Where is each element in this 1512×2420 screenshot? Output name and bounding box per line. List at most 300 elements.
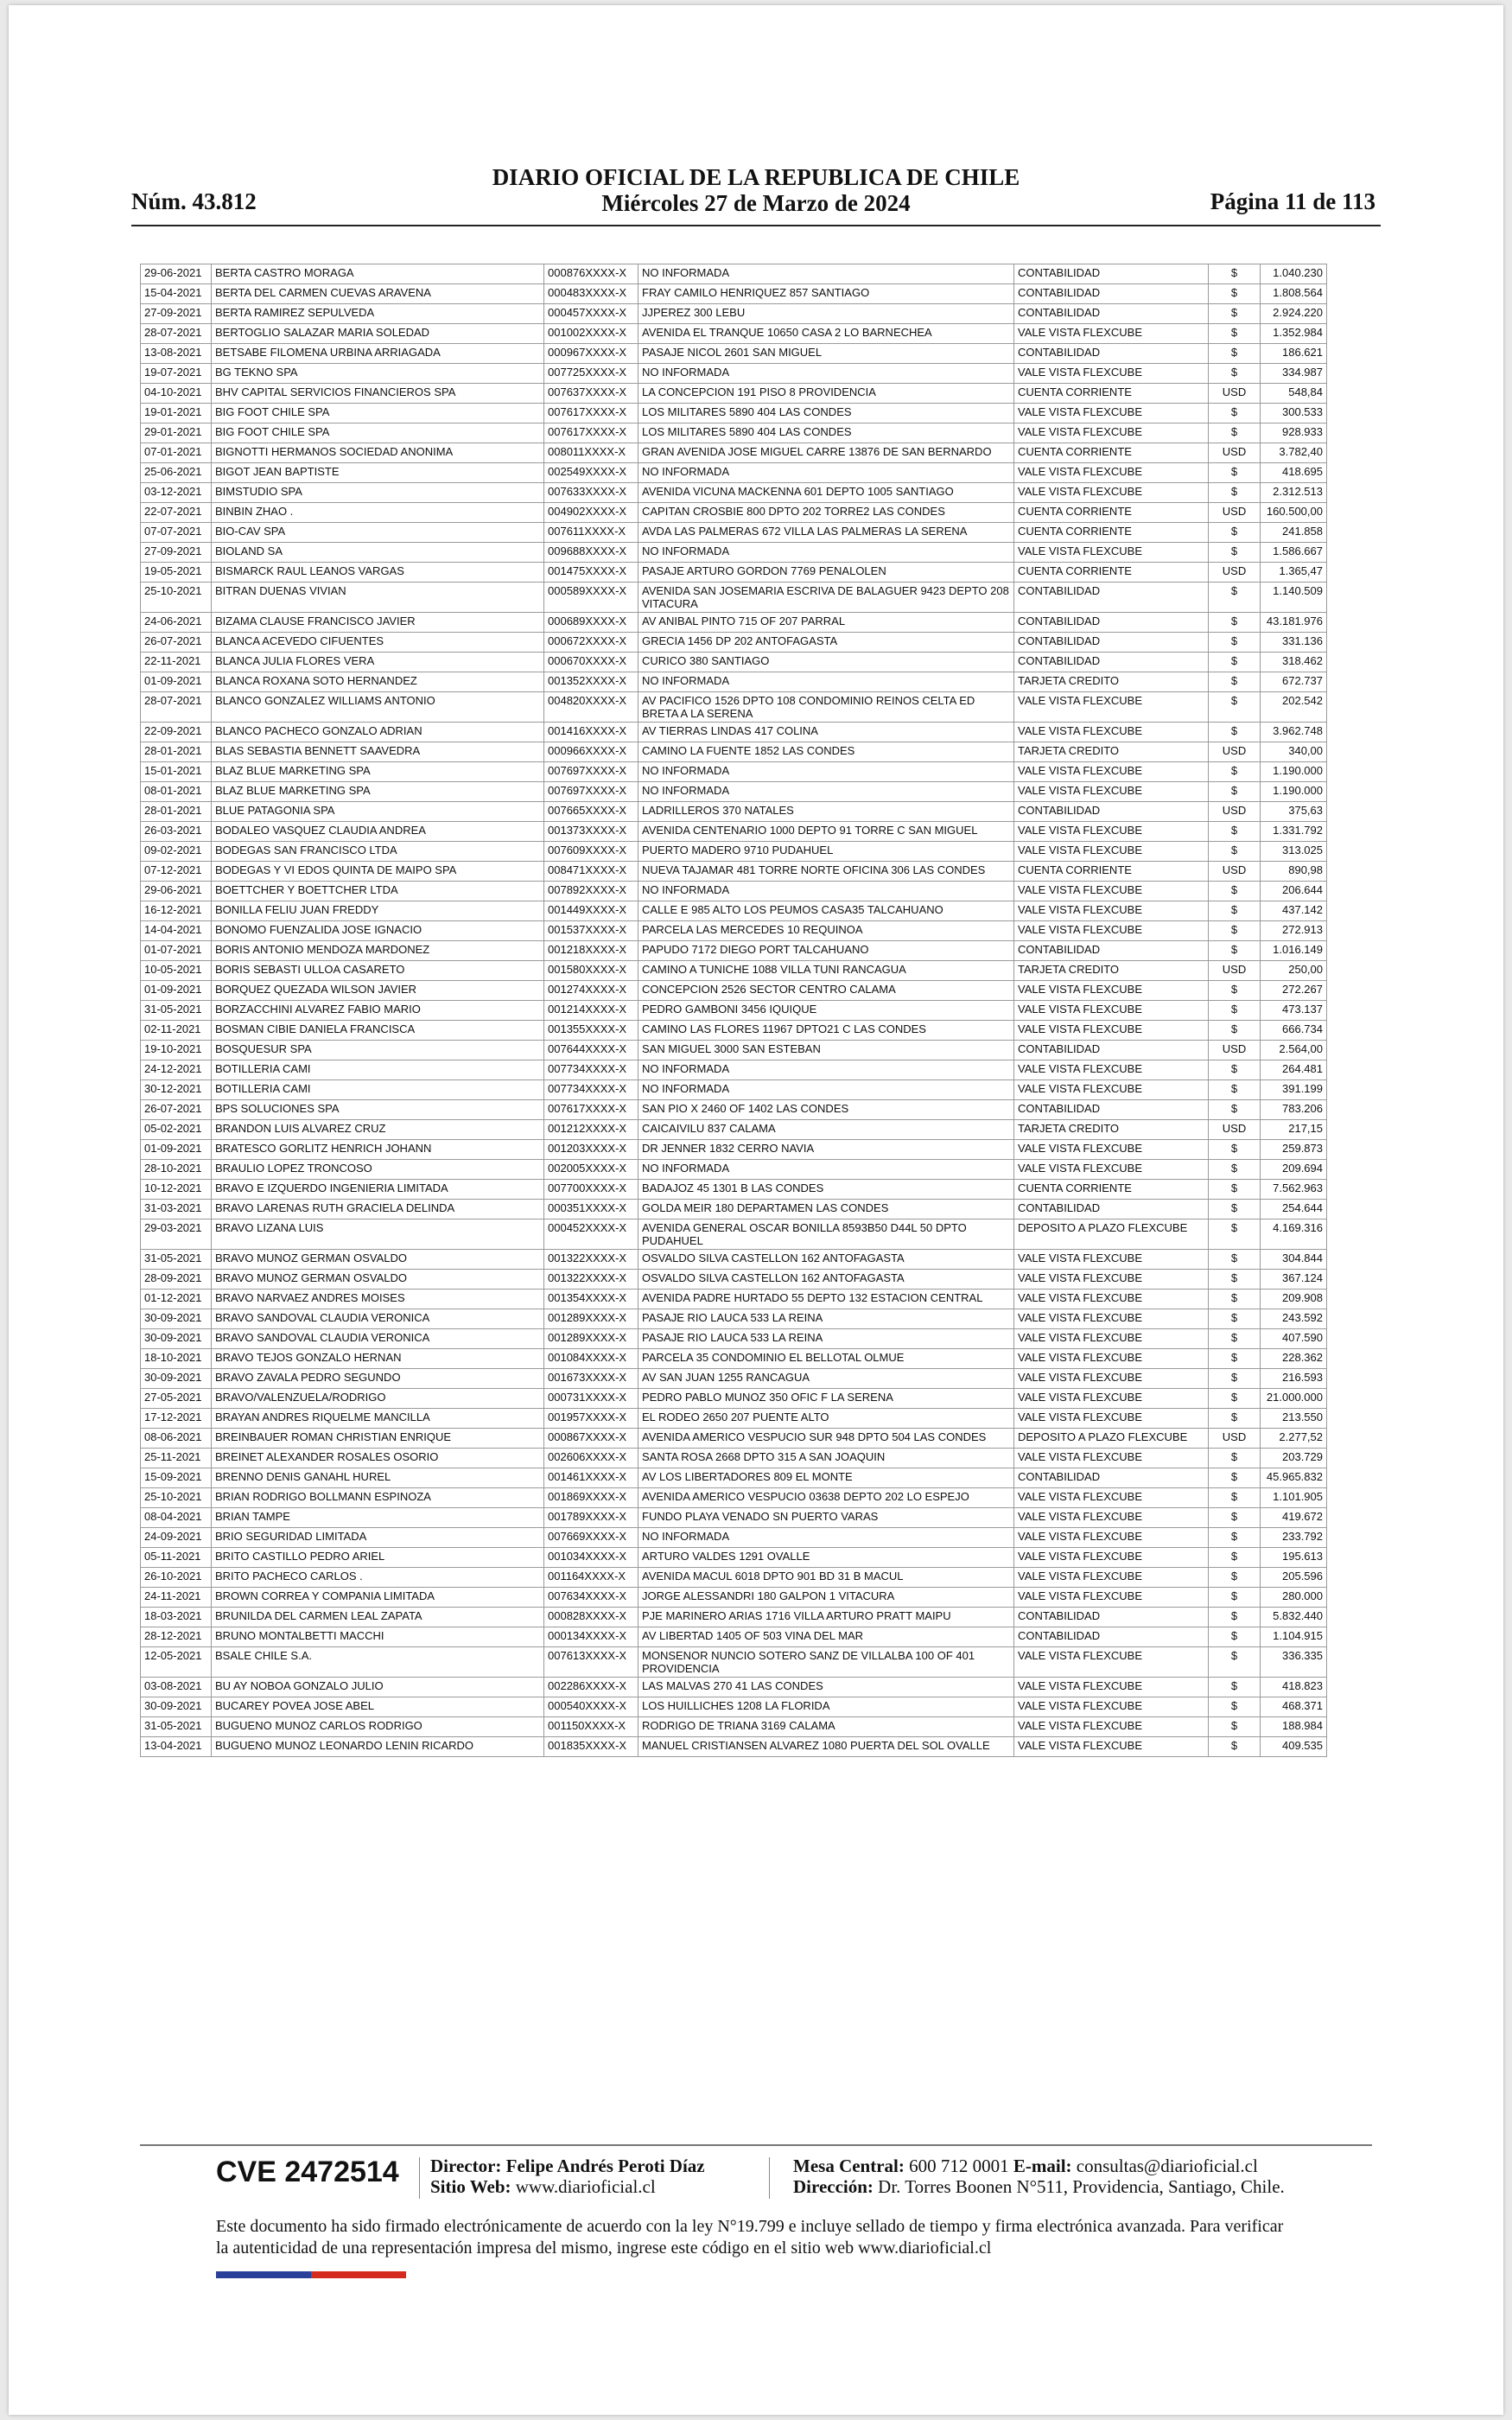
row-currency: $: [1209, 583, 1261, 613]
row-name: BRAULIO LOPEZ TRONCOSO: [212, 1160, 544, 1180]
row-amount: 216.593: [1261, 1369, 1327, 1389]
row-name: BIMSTUDIO SPA: [212, 483, 544, 503]
row-amount: 666.734: [1261, 1021, 1327, 1041]
row-currency: $: [1209, 1488, 1261, 1508]
row-address: AVENIDA MACUL 6018 DPTO 901 BD 31 B MACUL: [638, 1568, 1014, 1588]
row-name: BRUNO MONTALBETTI MACCHI: [212, 1627, 544, 1647]
table-row: [141, 1021, 1327, 1041]
row-address: PJE MARINERO ARIAS 1716 VILLA ARTURO PRATT MAIPU: [638, 1608, 1014, 1627]
row-currency: $: [1209, 901, 1261, 921]
row-name: BRATESCO GORLITZ HENRICH JOHANN: [212, 1140, 544, 1160]
address-value: Dr. Torres Boonen N°511, Providencia, Santiago, Chile.: [878, 2176, 1285, 2197]
row-address: NO INFORMADA: [638, 1060, 1014, 1080]
row-id: 001449XXXX-X: [544, 901, 638, 921]
row-date: 12-05-2021: [141, 1647, 212, 1678]
row-account-type: CUENTA CORRIENTE: [1014, 443, 1209, 463]
row-currency: $: [1209, 1409, 1261, 1429]
row-name: BRIO SEGURIDAD LIMITADA: [212, 1528, 544, 1548]
row-currency: $: [1209, 324, 1261, 344]
row-id: 009688XXXX-X: [544, 543, 638, 563]
table-row: [141, 842, 1327, 862]
row-currency: $: [1209, 613, 1261, 633]
row-account-type: TARJETA CREDITO: [1014, 672, 1209, 692]
row-address: GOLDA MEIR 180 DEPARTAMEN LAS CONDES: [638, 1200, 1014, 1220]
row-date: 25-10-2021: [141, 583, 212, 613]
row-date: 30-09-2021: [141, 1329, 212, 1349]
row-account-type: VALE VISTA FLEXCUBE: [1014, 1389, 1209, 1409]
table-row: [141, 1717, 1327, 1737]
row-amount: 548,84: [1261, 384, 1327, 404]
table-row: [141, 672, 1327, 692]
row-account-type: VALE VISTA FLEXCUBE: [1014, 1001, 1209, 1021]
row-id: 001289XXXX-X: [544, 1329, 638, 1349]
row-currency: $: [1209, 1568, 1261, 1588]
row-name: BROWN CORREA Y COMPANIA LIMITADA: [212, 1588, 544, 1608]
table-row: [141, 324, 1327, 344]
row-id: 001214XXXX-X: [544, 1001, 638, 1021]
row-currency: $: [1209, 941, 1261, 961]
row-id: 007633XXXX-X: [544, 483, 638, 503]
table-row: [141, 523, 1327, 543]
row-name: BLAZ BLUE MARKETING SPA: [212, 762, 544, 782]
table-row: [141, 344, 1327, 364]
row-address: PARCELA LAS MERCEDES 10 REQUINOA: [638, 921, 1014, 941]
row-date: 31-05-2021: [141, 1001, 212, 1021]
row-amount: 233.792: [1261, 1528, 1327, 1548]
row-id: 001322XXXX-X: [544, 1270, 638, 1290]
row-date: 24-12-2021: [141, 1060, 212, 1080]
row-currency: $: [1209, 882, 1261, 901]
row-name: BUGUENO MUNOZ LEONARDO LENIN RICARDO: [212, 1737, 544, 1757]
table-row: [141, 483, 1327, 503]
row-date: 13-08-2021: [141, 344, 212, 364]
row-address: GRAN AVENIDA JOSE MIGUEL CARRE 13876 DE SAN BERNARDO: [638, 443, 1014, 463]
publication-date: Miércoles 27 de Marzo de 2024: [601, 190, 911, 216]
row-id: 008471XXXX-X: [544, 862, 638, 882]
row-name: BERTA RAMIREZ SEPULVEDA: [212, 304, 544, 324]
row-account-type: CONTABILIDAD: [1014, 653, 1209, 672]
row-date: 27-05-2021: [141, 1389, 212, 1409]
row-address: AVENIDA SAN JOSEMARIA ESCRIVA DE BALAGUER 9423 DEPTO 208 VITACURA: [638, 583, 1014, 613]
row-id: 007613XXXX-X: [544, 1647, 638, 1678]
table-row: [141, 692, 1327, 723]
row-amount: 160.500,00: [1261, 503, 1327, 523]
table-row: [141, 1369, 1327, 1389]
table-row: [141, 1080, 1327, 1100]
table-row: [141, 1528, 1327, 1548]
row-id: 000966XXXX-X: [544, 742, 638, 762]
table-row: [141, 723, 1327, 742]
row-account-type: DEPOSITO A PLAZO FLEXCUBE: [1014, 1429, 1209, 1449]
row-address: NO INFORMADA: [638, 1160, 1014, 1180]
row-currency: $: [1209, 1389, 1261, 1409]
row-name: BONILLA FELIU JUAN FREDDY: [212, 901, 544, 921]
row-date: 18-03-2021: [141, 1608, 212, 1627]
table-row: [141, 653, 1327, 672]
row-date: 30-12-2021: [141, 1080, 212, 1100]
row-amount: 4.169.316: [1261, 1220, 1327, 1250]
row-date: 07-12-2021: [141, 862, 212, 882]
row-date: 05-02-2021: [141, 1120, 212, 1140]
table-row: [141, 1041, 1327, 1060]
table-row: [141, 443, 1327, 463]
row-address: PUERTO MADERO 9710 PUDAHUEL: [638, 842, 1014, 862]
table-row: [141, 1508, 1327, 1528]
row-amount: 409.535: [1261, 1737, 1327, 1757]
row-name: BIGOT JEAN BAPTISTE: [212, 463, 544, 483]
table-row: [141, 1200, 1327, 1220]
director-block: [430, 2156, 705, 2197]
row-address: SANTA ROSA 2668 DPTO 315 A SAN JOAQUIN: [638, 1449, 1014, 1468]
row-account-type: CONTABILIDAD: [1014, 613, 1209, 633]
row-id: 000134XXXX-X: [544, 1627, 638, 1647]
row-amount: 259.873: [1261, 1140, 1327, 1160]
table-row: [141, 1588, 1327, 1608]
row-name: BRAVO SANDOVAL CLAUDIA VERONICA: [212, 1309, 544, 1329]
row-currency: $: [1209, 1608, 1261, 1627]
row-address: AVENIDA CENTENARIO 1000 DEPTO 91 TORRE C SAN MIGUEL: [638, 822, 1014, 842]
row-id: 008011XXXX-X: [544, 443, 638, 463]
table-row: [141, 1140, 1327, 1160]
row-amount: 1.101.905: [1261, 1488, 1327, 1508]
row-name: BINBIN ZHAO .: [212, 503, 544, 523]
row-amount: 1.331.792: [1261, 822, 1327, 842]
row-address: FUNDO PLAYA VENADO SN PUERTO VARAS: [638, 1508, 1014, 1528]
row-name: BLANCA ACEVEDO CIFUENTES: [212, 633, 544, 653]
row-account-type: VALE VISTA FLEXCUBE: [1014, 1160, 1209, 1180]
table-row: [141, 1678, 1327, 1697]
row-id: 000828XXXX-X: [544, 1608, 638, 1627]
row-amount: 318.462: [1261, 653, 1327, 672]
row-address: PASAJE RIO LAUCA 533 LA REINA: [638, 1309, 1014, 1329]
row-account-type: CONTABILIDAD: [1014, 633, 1209, 653]
row-amount: 437.142: [1261, 901, 1327, 921]
row-account-type: CUENTA CORRIENTE: [1014, 523, 1209, 543]
row-id: 000876XXXX-X: [544, 264, 638, 284]
row-amount: 304.844: [1261, 1250, 1327, 1270]
row-date: 26-03-2021: [141, 822, 212, 842]
row-account-type: CONTABILIDAD: [1014, 304, 1209, 324]
row-amount: 419.672: [1261, 1508, 1327, 1528]
row-name: BREINBAUER ROMAN CHRISTIAN ENRIQUE: [212, 1429, 544, 1449]
row-address: AV PACIFICO 1526 DPTO 108 CONDOMINIO REINOS CELTA ED BRETA A LA SERENA: [638, 692, 1014, 723]
row-name: BITRAN DUENAS VIVIAN: [212, 583, 544, 613]
row-account-type: VALE VISTA FLEXCUBE: [1014, 1678, 1209, 1697]
row-currency: $: [1209, 1717, 1261, 1737]
row-account-type: VALE VISTA FLEXCUBE: [1014, 1588, 1209, 1608]
row-address: NO INFORMADA: [638, 463, 1014, 483]
table-row: [141, 1329, 1327, 1349]
row-address: CALLE E 985 ALTO LOS PEUMOS CASA35 TALCAHUANO: [638, 901, 1014, 921]
table-row: [141, 1737, 1327, 1757]
row-account-type: VALE VISTA FLEXCUBE: [1014, 324, 1209, 344]
flag-red-segment: [311, 2271, 406, 2278]
row-account-type: VALE VISTA FLEXCUBE: [1014, 543, 1209, 563]
row-currency: $: [1209, 1220, 1261, 1250]
row-id: 001034XXXX-X: [544, 1548, 638, 1568]
row-address: CAICAIVILU 837 CALAMA: [638, 1120, 1014, 1140]
row-id: 001218XXXX-X: [544, 941, 638, 961]
row-account-type: VALE VISTA FLEXCUBE: [1014, 1369, 1209, 1389]
row-account-type: VALE VISTA FLEXCUBE: [1014, 1140, 1209, 1160]
row-currency: $: [1209, 1627, 1261, 1647]
row-account-type: VALE VISTA FLEXCUBE: [1014, 1488, 1209, 1508]
director-label: Director:: [430, 2156, 502, 2176]
document-page: [9, 5, 1503, 2415]
row-name: BRITO PACHECO CARLOS .: [212, 1568, 544, 1588]
row-id: 001150XXXX-X: [544, 1717, 638, 1737]
row-date: 30-09-2021: [141, 1309, 212, 1329]
row-currency: USD: [1209, 503, 1261, 523]
row-name: BORIS ANTONIO MENDOZA MARDONEZ: [212, 941, 544, 961]
row-address: AVENIDA AMERICO VESPUCIO 03638 DEPTO 202 LO ESPEJO: [638, 1488, 1014, 1508]
table-row: [141, 1120, 1327, 1140]
row-date: 03-08-2021: [141, 1678, 212, 1697]
table-row: [141, 284, 1327, 304]
row-address: SAN MIGUEL 3000 SAN ESTEBAN: [638, 1041, 1014, 1060]
row-address: NO INFORMADA: [638, 1528, 1014, 1548]
row-name: BIZAMA CLAUSE FRANCISCO JAVIER: [212, 613, 544, 633]
row-currency: $: [1209, 424, 1261, 443]
row-address: NO INFORMADA: [638, 762, 1014, 782]
row-account-type: VALE VISTA FLEXCUBE: [1014, 882, 1209, 901]
row-address: NO INFORMADA: [638, 782, 1014, 802]
row-address: PEDRO GAMBONI 3456 IQUIQUE: [638, 1001, 1014, 1021]
row-currency: USD: [1209, 862, 1261, 882]
row-currency: $: [1209, 762, 1261, 782]
row-date: 29-06-2021: [141, 882, 212, 901]
row-amount: 783.206: [1261, 1100, 1327, 1120]
row-currency: $: [1209, 822, 1261, 842]
row-address: LA CONCEPCION 191 PISO 8 PROVIDENCIA: [638, 384, 1014, 404]
row-account-type: VALE VISTA FLEXCUBE: [1014, 1508, 1209, 1528]
row-amount: 280.000: [1261, 1588, 1327, 1608]
row-account-type: DEPOSITO A PLAZO FLEXCUBE: [1014, 1220, 1209, 1250]
row-date: 27-09-2021: [141, 543, 212, 563]
row-name: BERTA DEL CARMEN CUEVAS ARAVENA: [212, 284, 544, 304]
row-name: BIO-CAV SPA: [212, 523, 544, 543]
row-currency: $: [1209, 692, 1261, 723]
row-currency: $: [1209, 284, 1261, 304]
table-row: [141, 463, 1327, 483]
row-amount: 1.040.230: [1261, 264, 1327, 284]
row-address: OSVALDO SILVA CASTELLON 162 ANTOFAGASTA: [638, 1270, 1014, 1290]
row-amount: 418.695: [1261, 463, 1327, 483]
row-name: BLANCO GONZALEZ WILLIAMS ANTONIO: [212, 692, 544, 723]
row-currency: $: [1209, 1270, 1261, 1290]
row-account-type: VALE VISTA FLEXCUBE: [1014, 1290, 1209, 1309]
row-id: 000483XXXX-X: [544, 284, 638, 304]
row-currency: $: [1209, 1449, 1261, 1468]
row-id: 007617XXXX-X: [544, 424, 638, 443]
row-amount: 928.933: [1261, 424, 1327, 443]
row-id: 007634XXXX-X: [544, 1588, 638, 1608]
row-id: 001580XXXX-X: [544, 961, 638, 981]
row-date: 22-09-2021: [141, 723, 212, 742]
row-currency: $: [1209, 344, 1261, 364]
row-account-type: VALE VISTA FLEXCUBE: [1014, 901, 1209, 921]
row-account-type: CONTABILIDAD: [1014, 1041, 1209, 1060]
row-date: 26-10-2021: [141, 1568, 212, 1588]
row-amount: 202.542: [1261, 692, 1327, 723]
row-name: BODEGAS SAN FRANCISCO LTDA: [212, 842, 544, 862]
row-account-type: VALE VISTA FLEXCUBE: [1014, 692, 1209, 723]
row-account-type: CONTABILIDAD: [1014, 1468, 1209, 1488]
row-name: BRENNO DENIS GANAHL HUREL: [212, 1468, 544, 1488]
table-row: [141, 1309, 1327, 1329]
row-id: 007669XXXX-X: [544, 1528, 638, 1548]
row-currency: $: [1209, 1060, 1261, 1080]
row-date: 08-04-2021: [141, 1508, 212, 1528]
row-currency: $: [1209, 1548, 1261, 1568]
row-currency: $: [1209, 921, 1261, 941]
row-address: PASAJE NICOL 2601 SAN MIGUEL: [638, 344, 1014, 364]
row-currency: $: [1209, 543, 1261, 563]
row-account-type: VALE VISTA FLEXCUBE: [1014, 1250, 1209, 1270]
row-date: 19-07-2021: [141, 364, 212, 384]
row-account-type: VALE VISTA FLEXCUBE: [1014, 1697, 1209, 1717]
row-name: BRITO CASTILLO PEDRO ARIEL: [212, 1548, 544, 1568]
row-id: 001373XXXX-X: [544, 822, 638, 842]
table-row: [141, 1488, 1327, 1508]
row-amount: 2.312.513: [1261, 483, 1327, 503]
row-account-type: CUENTA CORRIENTE: [1014, 563, 1209, 583]
row-id: 007617XXXX-X: [544, 404, 638, 424]
table-row: [141, 1409, 1327, 1429]
row-id: 004820XXXX-X: [544, 692, 638, 723]
table-row: [141, 1697, 1327, 1717]
row-amount: 418.823: [1261, 1678, 1327, 1697]
footer-separator: [769, 2157, 770, 2199]
row-name: BRAVO LIZANA LUIS: [212, 1220, 544, 1250]
row-address: NUEVA TAJAMAR 481 TORRE NORTE OFICINA 306 LAS CONDES: [638, 862, 1014, 882]
director-name: Felipe Andrés Peroti Díaz: [505, 2156, 705, 2176]
web-link[interactable]: www.diarioficial.cl: [515, 2176, 656, 2197]
row-id: 001355XXXX-X: [544, 1021, 638, 1041]
row-date: 01-09-2021: [141, 981, 212, 1001]
row-name: BREINET ALEXANDER ROSALES OSORIO: [212, 1449, 544, 1468]
row-address: AVENIDA AMERICO VESPUCIO SUR 948 DPTO 504 LAS CONDES: [638, 1429, 1014, 1449]
table-row: [141, 543, 1327, 563]
row-id: 007609XXXX-X: [544, 842, 638, 862]
row-id: 007665XXXX-X: [544, 802, 638, 822]
row-date: 07-07-2021: [141, 523, 212, 543]
table-row: [141, 1608, 1327, 1627]
row-address: AVENIDA PADRE HURTADO 55 DEPTO 132 ESTACION CENTRAL: [638, 1290, 1014, 1309]
row-name: BORIS SEBASTI ULLOA CASARETO: [212, 961, 544, 981]
row-amount: 243.592: [1261, 1309, 1327, 1329]
row-address: MANUEL CRISTIANSEN ALVAREZ 1080 PUERTA DEL SOL OVALLE: [638, 1737, 1014, 1757]
row-amount: 188.984: [1261, 1717, 1327, 1737]
row-date: 22-07-2021: [141, 503, 212, 523]
row-name: BRAVO/VALENZUELA/RODRIGO: [212, 1389, 544, 1409]
row-name: BRANDON LUIS ALVAREZ CRUZ: [212, 1120, 544, 1140]
row-date: 05-11-2021: [141, 1548, 212, 1568]
row-address: PAPUDO 7172 DIEGO PORT TALCAHUANO: [638, 941, 1014, 961]
row-name: BOTILLERIA CAMI: [212, 1060, 544, 1080]
row-address: AV LOS LIBERTADORES 809 EL MONTE: [638, 1468, 1014, 1488]
row-account-type: CONTABILIDAD: [1014, 1200, 1209, 1220]
row-date: 16-12-2021: [141, 901, 212, 921]
row-amount: 5.832.440: [1261, 1608, 1327, 1627]
row-amount: 1.586.667: [1261, 543, 1327, 563]
row-currency: USD: [1209, 1041, 1261, 1060]
row-id: 001203XXXX-X: [544, 1140, 638, 1160]
row-id: 000457XXXX-X: [544, 304, 638, 324]
row-date: 01-09-2021: [141, 1140, 212, 1160]
row-account-type: VALE VISTA FLEXCUBE: [1014, 364, 1209, 384]
page-indicator: Página 11 de 113: [1210, 188, 1375, 214]
chile-flag-stripe: [216, 2271, 406, 2278]
row-currency: USD: [1209, 742, 1261, 762]
row-account-type: CUENTA CORRIENTE: [1014, 503, 1209, 523]
row-currency: USD: [1209, 802, 1261, 822]
table-row: [141, 1647, 1327, 1678]
row-name: BRAVO ZAVALA PEDRO SEGUNDO: [212, 1369, 544, 1389]
row-id: 001274XXXX-X: [544, 981, 638, 1001]
row-account-type: VALE VISTA FLEXCUBE: [1014, 1060, 1209, 1080]
row-date: 14-04-2021: [141, 921, 212, 941]
issue-number: Núm. 43.812: [131, 188, 257, 214]
row-name: BU AY NOBOA GONZALO JULIO: [212, 1678, 544, 1697]
table-row: [141, 264, 1327, 284]
row-currency: $: [1209, 1309, 1261, 1329]
row-address: CAMINO A TUNICHE 1088 VILLA TUNI RANCAGUA: [638, 961, 1014, 981]
row-id: 000670XXXX-X: [544, 653, 638, 672]
row-date: 01-07-2021: [141, 941, 212, 961]
row-amount: 2.564,00: [1261, 1041, 1327, 1060]
row-amount: 336.335: [1261, 1647, 1327, 1678]
row-date: 01-12-2021: [141, 1290, 212, 1309]
row-address: PARCELA 35 CONDOMINIO EL BELLOTAL OLMUE: [638, 1349, 1014, 1369]
row-address: JORGE ALESSANDRI 180 GALPON 1 VITACURA: [638, 1588, 1014, 1608]
row-amount: 209.908: [1261, 1290, 1327, 1309]
row-name: BERTOGLIO SALAZAR MARIA SOLEDAD: [212, 324, 544, 344]
row-amount: 228.362: [1261, 1349, 1327, 1369]
row-address: RODRIGO DE TRIANA 3169 CALAMA: [638, 1717, 1014, 1737]
row-date: 09-02-2021: [141, 842, 212, 862]
row-name: BLANCA JULIA FLORES VERA: [212, 653, 544, 672]
row-name: BOSMAN CIBIE DANIELA FRANCISCA: [212, 1021, 544, 1041]
row-currency: $: [1209, 1180, 1261, 1200]
row-account-type: CONTABILIDAD: [1014, 344, 1209, 364]
row-currency: $: [1209, 1140, 1261, 1160]
row-date: 28-01-2021: [141, 802, 212, 822]
row-address: JJPEREZ 300 LEBU: [638, 304, 1014, 324]
table-row: [141, 1548, 1327, 1568]
row-currency: $: [1209, 304, 1261, 324]
email-link[interactable]: consultas@diarioficial.cl: [1076, 2156, 1258, 2176]
table-row: [141, 882, 1327, 901]
row-date: 03-12-2021: [141, 483, 212, 503]
row-id: 002005XXXX-X: [544, 1160, 638, 1180]
email-label: E-mail:: [1013, 2156, 1072, 2176]
row-account-type: VALE VISTA FLEXCUBE: [1014, 1717, 1209, 1737]
row-name: BLANCA ROXANA SOTO HERNANDEZ: [212, 672, 544, 692]
row-date: 28-09-2021: [141, 1270, 212, 1290]
records-table-container: [140, 264, 1326, 1757]
row-address: CAPITAN CROSBIE 800 DPTO 202 TORRE2 LAS CONDES: [638, 503, 1014, 523]
row-amount: 186.621: [1261, 344, 1327, 364]
row-name: BETSABE FILOMENA URBINA ARRIAGADA: [212, 344, 544, 364]
row-date: 15-01-2021: [141, 762, 212, 782]
row-date: 28-07-2021: [141, 324, 212, 344]
row-id: 001869XXXX-X: [544, 1488, 638, 1508]
row-date: 19-01-2021: [141, 404, 212, 424]
row-account-type: CUENTA CORRIENTE: [1014, 384, 1209, 404]
row-amount: 1.190.000: [1261, 782, 1327, 802]
table-row: [141, 1449, 1327, 1468]
